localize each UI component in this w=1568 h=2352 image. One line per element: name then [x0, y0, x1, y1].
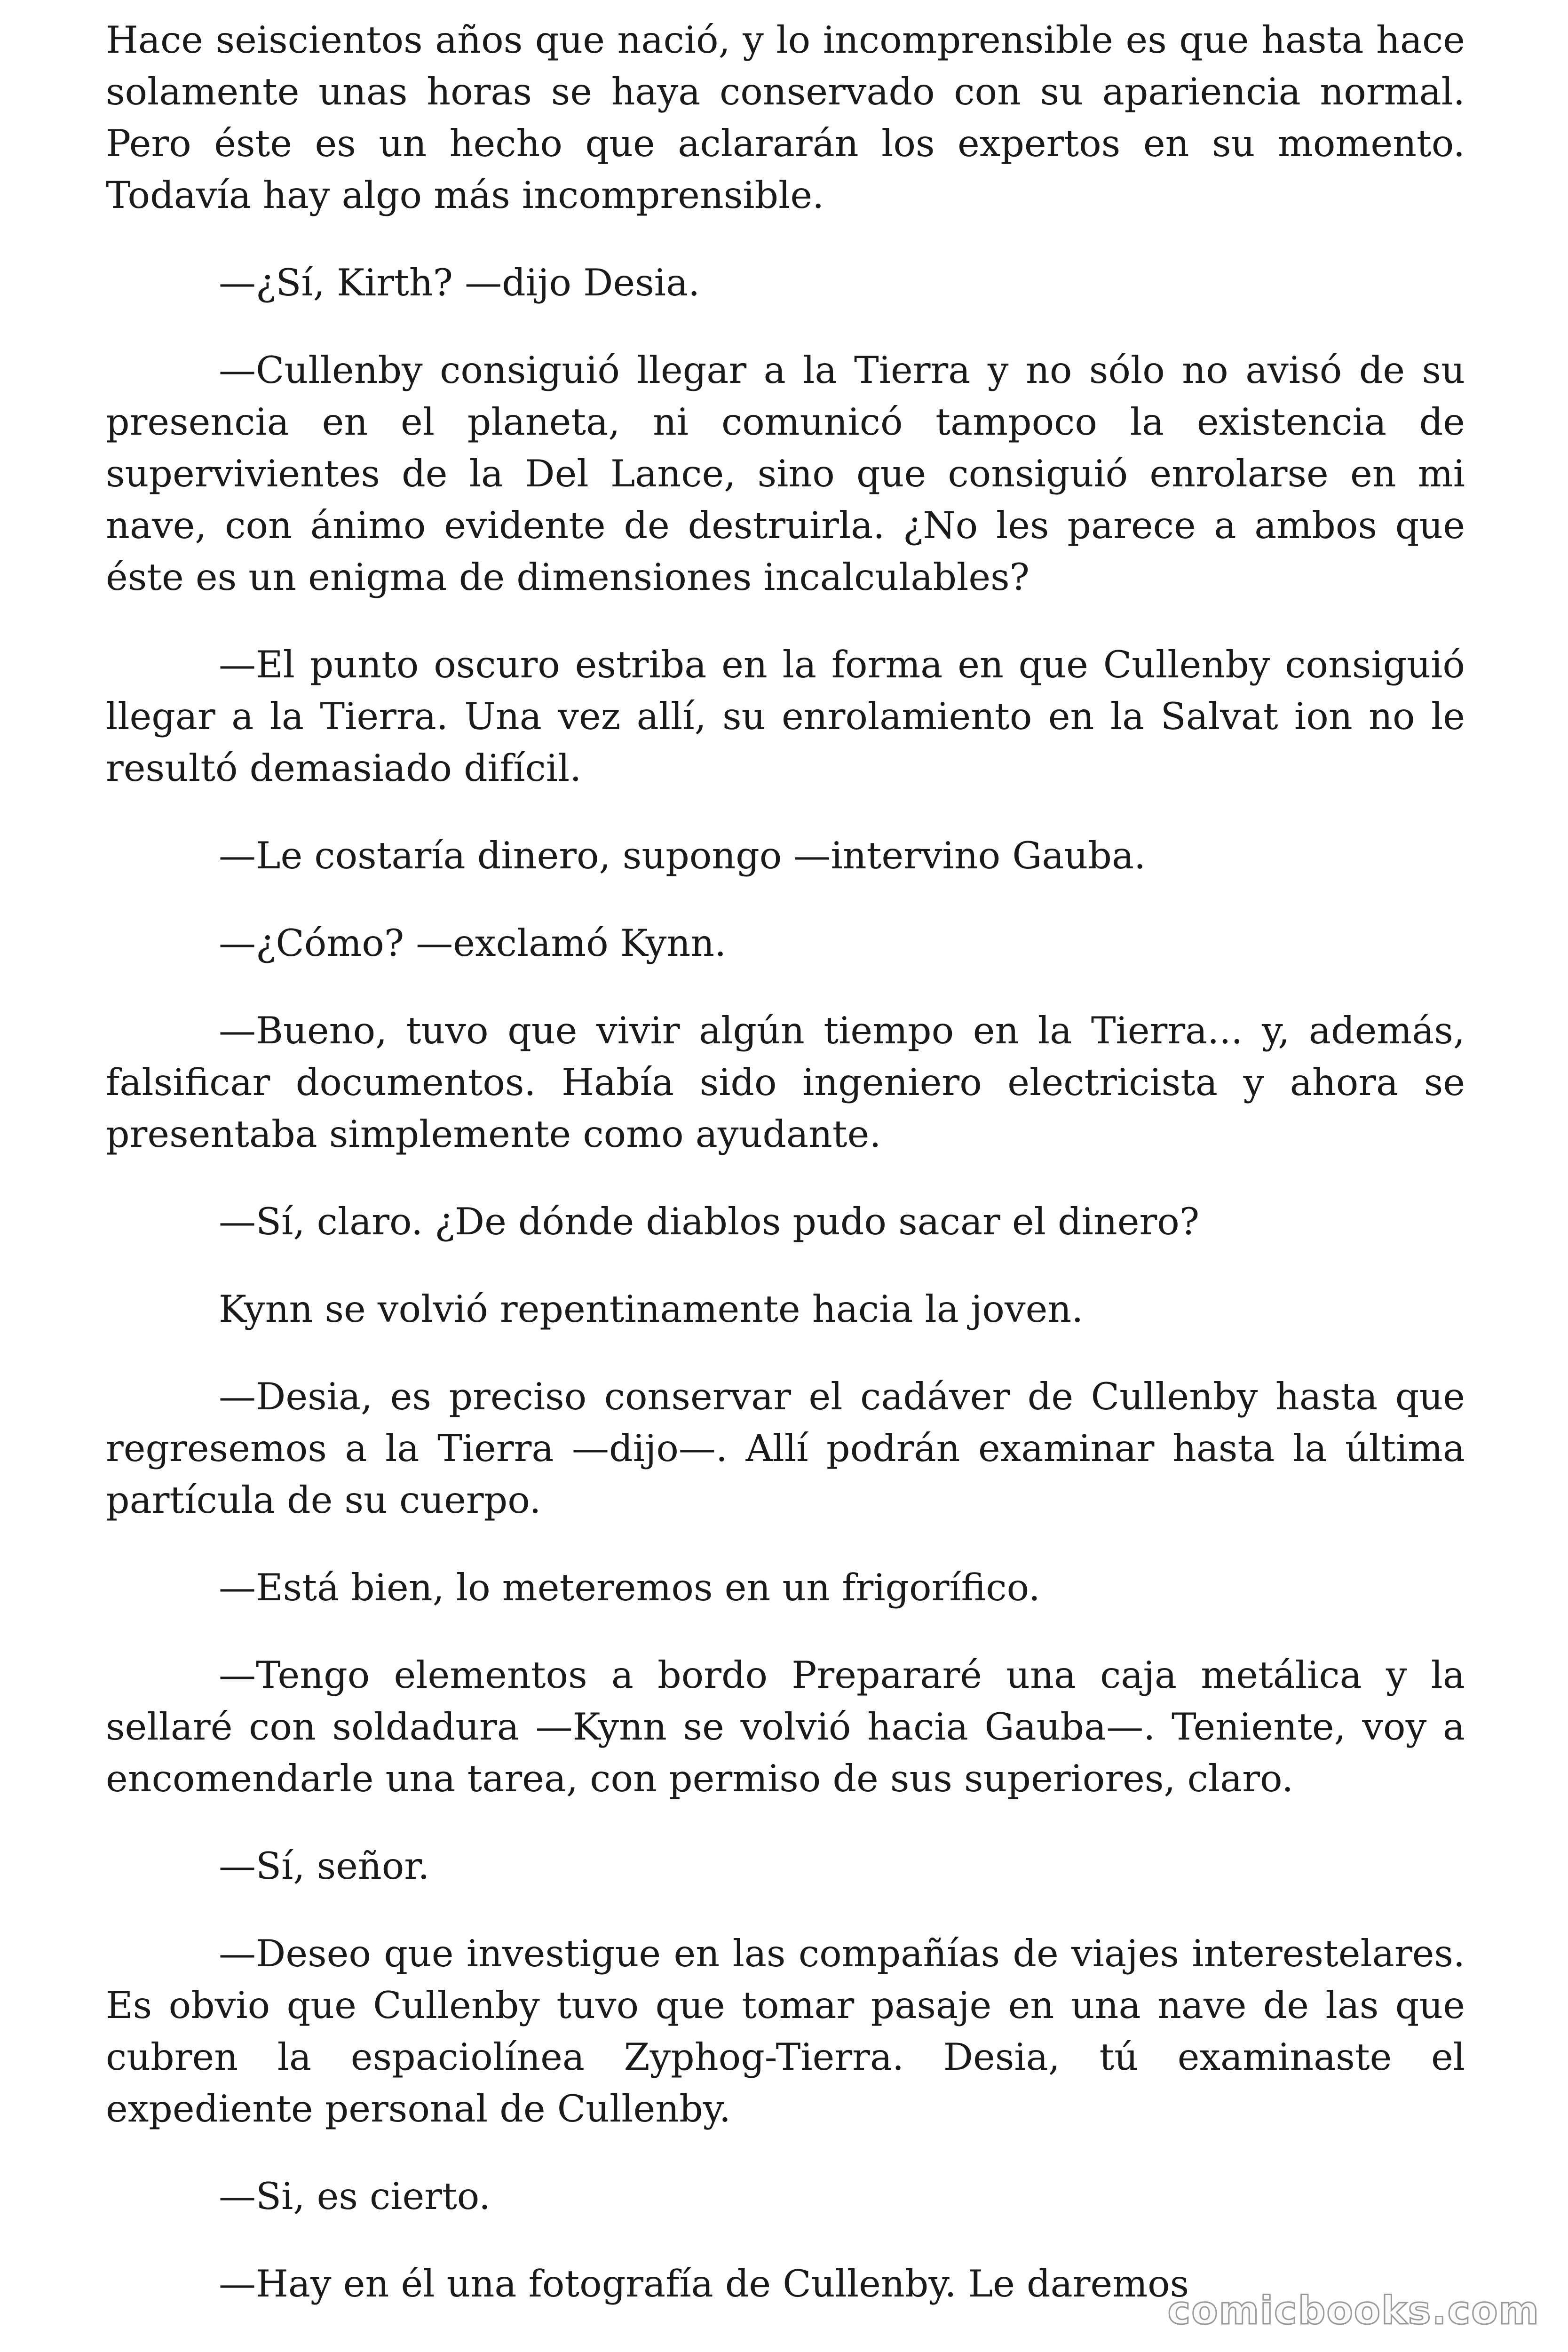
paragraph-4: —El punto oscuro estriba en la forma en que Cullenby consiguió llegar a la Tierra. Una vez allí, su enrolamiento en la Salvat ion no le resultó demasiado difícil.	[106, 643, 1465, 790]
paragraph-2: —¿Sí, Kirth? —dijo Desia.	[219, 261, 700, 304]
paragraph-12: —Tengo elementos a bordo Prepararé una caja metálica y la sellaré con soldadura —Kynn se volvió hacia Gauba—. Teniente, voy a encomendarle una tarea, con permiso de sus superiores, claro.	[106, 1653, 1465, 1800]
paragraph-6: —¿Cómo? —exclamó Kynn.	[219, 922, 727, 965]
paragraph-13: —Sí, señor.	[219, 1844, 430, 1888]
paragraph-14: —Deseo que investigue en las compañías de viajes interestelares. Es obvio que Cullenby tuvo que tomar pasaje en una nave de las que cubren la espaciolínea Zyphog-Tierra. Desia, tú examinaste el expediente personal de Cullenby.	[106, 1932, 1465, 2130]
paragraph-1: Hace seiscientos años que nació, y lo incomprensible es que hasta hace solamente unas horas se haya conservado con su apariencia normal. Pero éste es un hecho que aclararán los expertos en su momento. Todavía hay algo más incomprensible.	[106, 18, 1465, 217]
paragraph-5: —Le costaría dinero, supongo —intervino Gauba.	[219, 834, 1146, 877]
paragraph-11: —Está bien, lo meteremos en un frigorífico.	[219, 1566, 1040, 1609]
document-page	[106, 14, 1465, 2310]
paragraph-10: —Desia, es preciso conservar el cadáver de Cullenby hasta que regresemos a la Tierra —dijo—. Allí podrán examinar hasta la última partícula de su cuerpo.	[106, 1375, 1465, 1522]
paragraph-9: Kynn se volvió repentinamente hacia la joven.	[219, 1287, 1084, 1331]
paragraph-3: —Cullenby consiguió llegar a la Tierra y no sólo no avisó de su presencia en el planeta, ni comunicó tampoco la existencia de supervivientes de la Del Lance, sino que consiguió enrolarse en mi nave, con ánimo evidente de destruirla. ¿No les parece a ambos que éste es un enigma de dimensiones incalculables?	[106, 349, 1465, 599]
paragraph-8: —Sí, claro. ¿De dónde diablos pudo sacar el dinero?	[219, 1200, 1200, 1243]
paragraph-7: —Bueno, tuvo que vivir algún tiempo en la Tierra... y, además, falsificar documentos. Había sido ingeniero electricista y ahora se presentaba simplemente como ayudante.	[106, 1009, 1465, 1156]
watermark: comicbooks.com	[1167, 2288, 1540, 2333]
paragraph-16: —Hay en él una fotografía de Cullenby. Le daremos	[219, 2262, 1189, 2305]
paragraph-15: —Si, es cierto.	[219, 2175, 491, 2218]
